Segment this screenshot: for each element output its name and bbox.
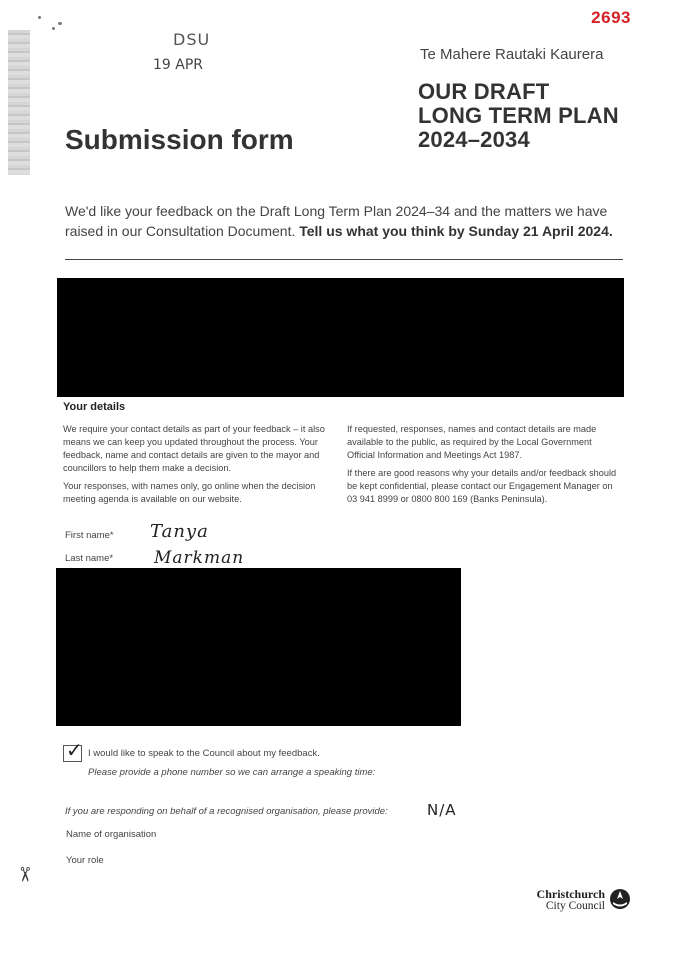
organisation-handwritten[interactable]: N/A xyxy=(427,801,457,819)
council-logo-icon xyxy=(609,888,631,910)
intro-paragraph xyxy=(65,201,645,241)
details-paragraph: If requested, responses, names and contact details are made available to the public, as required by the Local Government Official Information and Meetings Act 1987. xyxy=(347,424,597,460)
council-logo-text xyxy=(537,888,605,912)
received-stamp-office: DSU xyxy=(173,30,211,49)
logo-line: City Council xyxy=(545,900,605,912)
reference-number: 2693 xyxy=(591,8,631,27)
maori-title: Te Mahere Rautaki Kaurera xyxy=(420,46,604,63)
your-details-heading: Your details xyxy=(63,401,126,413)
scan-speck xyxy=(52,27,55,30)
scan-speck xyxy=(38,16,41,19)
role-label: Your role xyxy=(66,855,104,866)
logo-line: Christchurch xyxy=(536,887,605,901)
plan-title-line: 2024–2034 xyxy=(418,127,530,152)
details-left-column xyxy=(63,423,335,511)
redaction-block xyxy=(57,278,624,397)
form-title: Submission form xyxy=(65,124,294,155)
divider xyxy=(65,259,623,260)
intro-deadline: Tell us what you think by Sunday 21 April 2024. xyxy=(299,223,613,239)
details-paragraph: If there are good reasons why your details and/or feedback should be kept confidential, please contact our Engagement Manager on 03 941 8999 or 0800 800 169 (Banks Peninsula). xyxy=(347,468,617,504)
first-name-label: First name* xyxy=(65,530,114,541)
received-stamp-date: 19 APR xyxy=(153,57,204,73)
intro-text: We'd like your feedback on the Draft Long Term Plan 2024–34 and the matters we have raised in our Consultation Document. xyxy=(65,203,608,239)
plan-title-line: OUR DRAFT xyxy=(418,79,550,104)
last-name-label: Last name* xyxy=(65,553,114,564)
checkmark-icon: ✓ xyxy=(66,740,83,762)
speak-label: I would like to speak to the Council about my feedback. xyxy=(88,748,320,759)
details-paragraph: Your responses, with names only, go online when the decision meeting agenda is available on our website. xyxy=(63,481,316,504)
organisation-name-label: Name of organisation xyxy=(66,829,157,840)
organisation-note: If you are responding on behalf of a recognised organisation, please provide: xyxy=(65,806,388,817)
last-name-field[interactable]: Markman xyxy=(154,548,245,568)
scissors-icon: ✂ xyxy=(12,866,35,883)
phone-note: Please provide a phone number so we can arrange a speaking time: xyxy=(88,767,376,778)
details-right-column xyxy=(347,423,619,511)
first-name-field[interactable]: Tanya xyxy=(150,521,209,542)
scan-speck xyxy=(58,22,62,25)
scan-edge xyxy=(8,30,30,175)
details-paragraph: We require your contact details as part of your feedback – it also means we can keep you updated throughout the process. Your feedback, name and contact details are given to the mayor and councillors to help them make a decision. xyxy=(63,424,325,473)
plan-title-line: LONG TERM PLAN xyxy=(418,103,619,128)
redaction-block xyxy=(56,568,461,726)
plan-title xyxy=(418,80,619,152)
